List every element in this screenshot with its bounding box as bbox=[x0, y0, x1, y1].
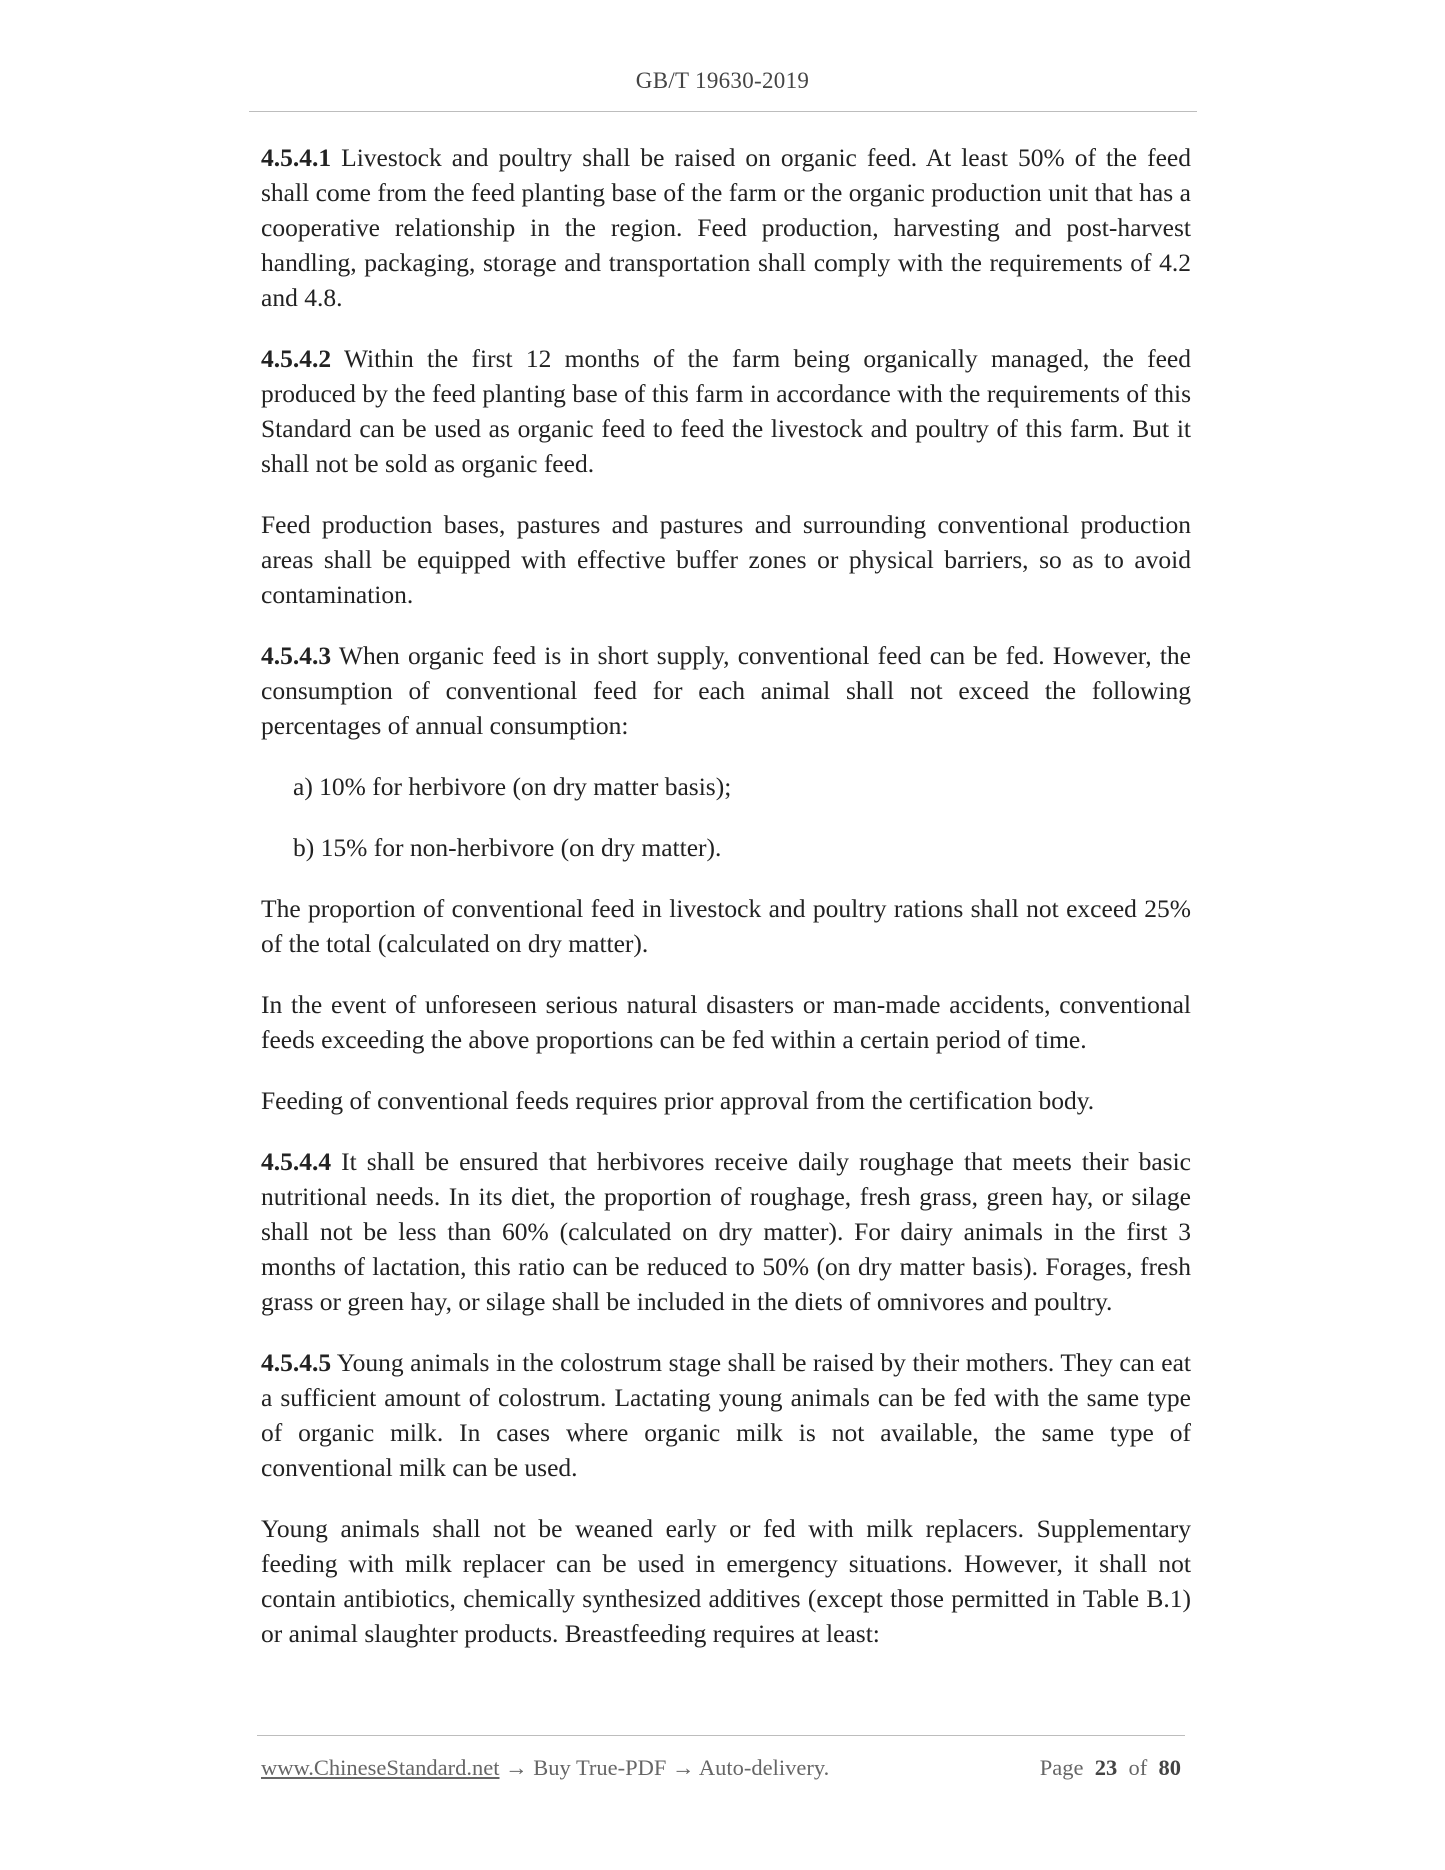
list-item-b: b) 15% for non-herbivore (on dry matter). bbox=[293, 833, 722, 862]
clause-number: 4.5.4.1 bbox=[261, 143, 332, 172]
clause-4-5-4-2 bbox=[261, 341, 1191, 481]
clause-number: 4.5.4.3 bbox=[261, 641, 332, 670]
document-body bbox=[261, 140, 1191, 1677]
clause-4-5-4-3 bbox=[261, 638, 1191, 743]
footer-tagline: → Buy True-PDF → Auto-delivery. bbox=[499, 1755, 830, 1780]
clause-text: It shall be ensured that herbivores receive daily roughage that meets their basic nutritional needs. In its diet, the proportion of roughage, fresh grass, green hay, or silage shall not be less than 60% (calculated on dry matter). For dairy animals in the first 3 months of lactation, this ratio can be reduced to 50% (on dry matter basis). Forages, fresh grass or green hay, or silage shall be included in the diets of omnivores and poultry. bbox=[261, 1147, 1191, 1316]
footer-divider bbox=[257, 1735, 1185, 1736]
list-item-a: a) 10% for herbivore (on dry matter basis); bbox=[293, 772, 732, 801]
document-header-title: GB/T 19630-2019 bbox=[635, 68, 810, 93]
paragraph-buffer-zones: Feed production bases, pastures and pastures and surrounding conventional production areas shall be equipped with effective buffer zones or physical barriers, so as to avoid contamination. bbox=[261, 510, 1191, 609]
header-divider bbox=[249, 111, 1197, 112]
page-label: Page bbox=[1039, 1755, 1084, 1780]
clause-4-5-4-4 bbox=[261, 1144, 1191, 1319]
paragraph-weaning: Young animals shall not be weaned early or fed with milk replacers. Supplementary feeding with milk replacer can be used in emergency situations. However, it shall not contain antibiotics, chemically synthesized additives (except those permitted in Table B.1) or animal slaughter products. Breastfeeding requires at least: bbox=[261, 1514, 1191, 1648]
page-number bbox=[1040, 1755, 1181, 1781]
clause-text: Young animals in the colostrum stage shall be raised by their mothers. They can eat a sufficient amount of colostrum. Lactating young animals can be fed with the same type of organic milk. In cases where organic milk is not available, the same type of conventional milk can be used. bbox=[261, 1348, 1191, 1482]
clause-4-5-4-5 bbox=[261, 1345, 1191, 1485]
clause-text: When organic feed is in short supply, conventional feed can be fed. However, the consumption of conventional feed for each animal shall not exceed the following percentages of annual consumption: bbox=[261, 641, 1191, 740]
clause-number: 4.5.4.5 bbox=[261, 1348, 332, 1377]
page-footer bbox=[261, 1755, 1181, 1785]
clause-number: 4.5.4.2 bbox=[261, 344, 332, 373]
page-current: 23 bbox=[1094, 1755, 1118, 1780]
website-link[interactable]: www.ChineseStandard.net bbox=[261, 1755, 500, 1780]
clause-4-5-4-1 bbox=[261, 140, 1191, 315]
footer-promo bbox=[261, 1755, 829, 1781]
page-of-label: of bbox=[1128, 1755, 1148, 1780]
page-total: 80 bbox=[1158, 1755, 1181, 1780]
clause-text: Within the first 12 months of the farm being organically managed, the feed produced by the feed planting base of this farm in accordance with the requirements of this Standard can be used as organic feed to feed the livestock and poultry of this farm. But it shall not be sold as organic feed. bbox=[261, 344, 1191, 478]
clause-text: Livestock and poultry shall be raised on organic feed. At least 50% of the feed shall come from the feed planting base of the farm or the organic production unit that has a cooperative relationship in the region. Feed production, harvesting and post-harvest handling, packaging, storage and transportation shall comply with the requirements of 4.2 and 4.8. bbox=[261, 143, 1191, 312]
clause-number: 4.5.4.4 bbox=[261, 1147, 332, 1176]
paragraph-natural-disasters: In the event of unforeseen serious natural disasters or man-made accidents, conventional feeds exceeding the above proportions can be fed within a certain period of time. bbox=[261, 990, 1191, 1054]
paragraph-ration-proportion: The proportion of conventional feed in livestock and poultry rations shall not exceed 25% of the total (calculated on dry matter). bbox=[261, 894, 1191, 958]
paragraph-prior-approval: Feeding of conventional feeds requires prior approval from the certification body. bbox=[261, 1086, 1095, 1115]
